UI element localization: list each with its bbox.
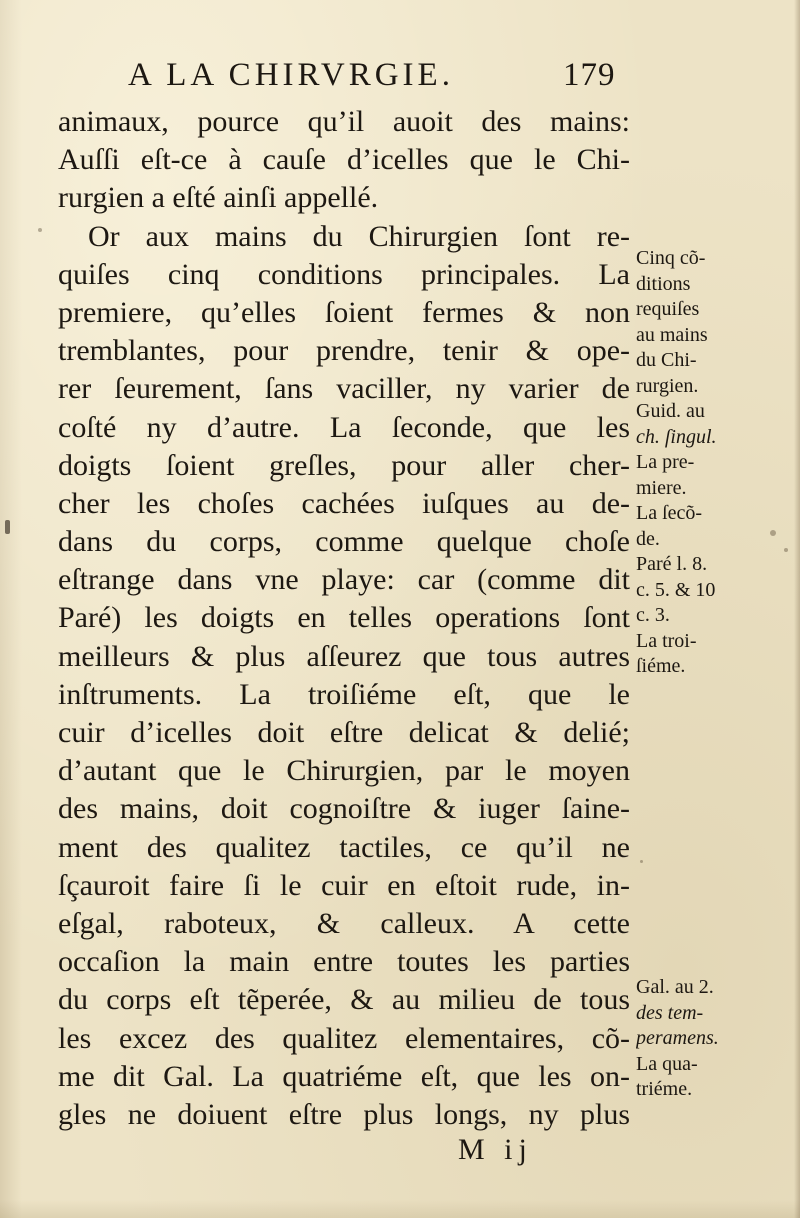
- margin-note: du Chi-: [636, 349, 697, 371]
- margin-note: c. 5. & 10: [636, 578, 716, 601]
- text-line: eſgal, raboteux, & calleux. A cette: [58, 906, 630, 940]
- text-line: eſtrange dans vne playe: car (comme dit: [58, 563, 630, 597]
- margin-note: La ſecõ-: [636, 502, 703, 524]
- text-line: meilleurs & plus aſſeurez que tous autres: [58, 639, 630, 673]
- paper-speck: [5, 520, 10, 534]
- text-line: du corps eſt tẽperée, & au milieu de tous: [58, 983, 630, 1017]
- page-number: 179: [563, 57, 616, 93]
- text-line: des mains, doit cognoiſtre & iuger ſaine-: [58, 792, 630, 826]
- paper-speck: [784, 548, 788, 552]
- margin-note: ſiéme.: [636, 655, 686, 677]
- text-line: cuir d’icelles doit eſtre delicat & delié;: [58, 716, 630, 749]
- text-line: inſtruments. La troiſiéme eſt, que le: [58, 677, 630, 711]
- paper-speck: [38, 228, 42, 232]
- margin-note: Guid. au: [636, 400, 705, 422]
- text-line: les excez des qualitez elementaires, cõ-: [58, 1021, 630, 1055]
- text-line: doigts ſoient greſles, pour aller cher-: [58, 448, 630, 482]
- paper-speck: [640, 860, 643, 863]
- text-line: Auſſi eſt-ce à cauſe d’icelles que le Chi-: [58, 143, 630, 177]
- margin-notes-lower: [636, 975, 796, 1103]
- margin-note: c. 3.: [636, 604, 670, 626]
- text-line: d’autant que le Chirurgien, par le moyen: [58, 754, 630, 788]
- text-line: me dit Gal. La quatriéme eſt, que les on-: [58, 1059, 630, 1093]
- main-text-column: [58, 103, 630, 1134]
- text-line: ment des qualitez tactiles, ce qu’il ne: [58, 830, 630, 864]
- paper-speck: [770, 530, 776, 536]
- margin-note: Gal. au 2.: [636, 976, 714, 998]
- text-line: rer ſeurement, ſans vaciller, ny varier de: [58, 372, 630, 406]
- margin-note: La pre-: [636, 451, 695, 473]
- margin-note: de.: [636, 527, 660, 550]
- text-line: Paré) les doigts en telles operations ſont: [58, 601, 630, 635]
- text-line: tremblantes, pour prendre, tenir & ope-: [58, 334, 630, 368]
- text-line: Or aux mains du Chirurgien ſont re-: [88, 219, 630, 253]
- margin-note: requiſes: [636, 298, 700, 320]
- text-line: rurgien a eſté ainſi appellé.: [58, 181, 379, 215]
- margin-note: peramens.: [636, 1027, 719, 1049]
- running-title: A LA CHIRVRGIE.: [128, 57, 454, 93]
- margin-note: La qua-: [636, 1052, 698, 1075]
- text-line: coſté ny d’autre. La ſeconde, que les: [58, 410, 630, 444]
- text-line: dans du corps, comme quelque choſe: [58, 525, 630, 559]
- margin-note: Paré l. 8.: [636, 553, 708, 575]
- text-line: cher les choſes cachées iuſques au de-: [58, 486, 630, 520]
- signature-mark: M ij: [458, 1133, 533, 1166]
- text-line: ſçauroit faire ſi le cuir en eſtoit rude, in-: [58, 868, 630, 902]
- margin-note: triéme.: [636, 1078, 693, 1100]
- margin-note: La troi-: [636, 629, 697, 652]
- text-line: gles ne doiuent eſtre plus longs, ny plus: [58, 1097, 630, 1131]
- margin-note: au mains: [636, 323, 708, 346]
- margin-notes-upper: [636, 246, 796, 680]
- margin-note: rurgien.: [636, 374, 699, 397]
- text-line: quiſes cinq conditions principales. La: [58, 257, 630, 291]
- margin-note: ch. ſingul.: [636, 425, 717, 448]
- margin-note: des tem-: [636, 1001, 704, 1024]
- margin-note: Cinq cõ-: [636, 247, 706, 269]
- margin-note: ditions: [636, 272, 691, 295]
- text-line: premiere, qu’elles ſoient fermes & non: [58, 295, 630, 329]
- text-line: occaſion la main entre toutes les parties: [58, 945, 630, 979]
- running-header: [128, 52, 648, 98]
- text-line: animaux, pource qu’il auoit des mains:: [58, 105, 630, 138]
- margin-note: miere.: [636, 476, 687, 499]
